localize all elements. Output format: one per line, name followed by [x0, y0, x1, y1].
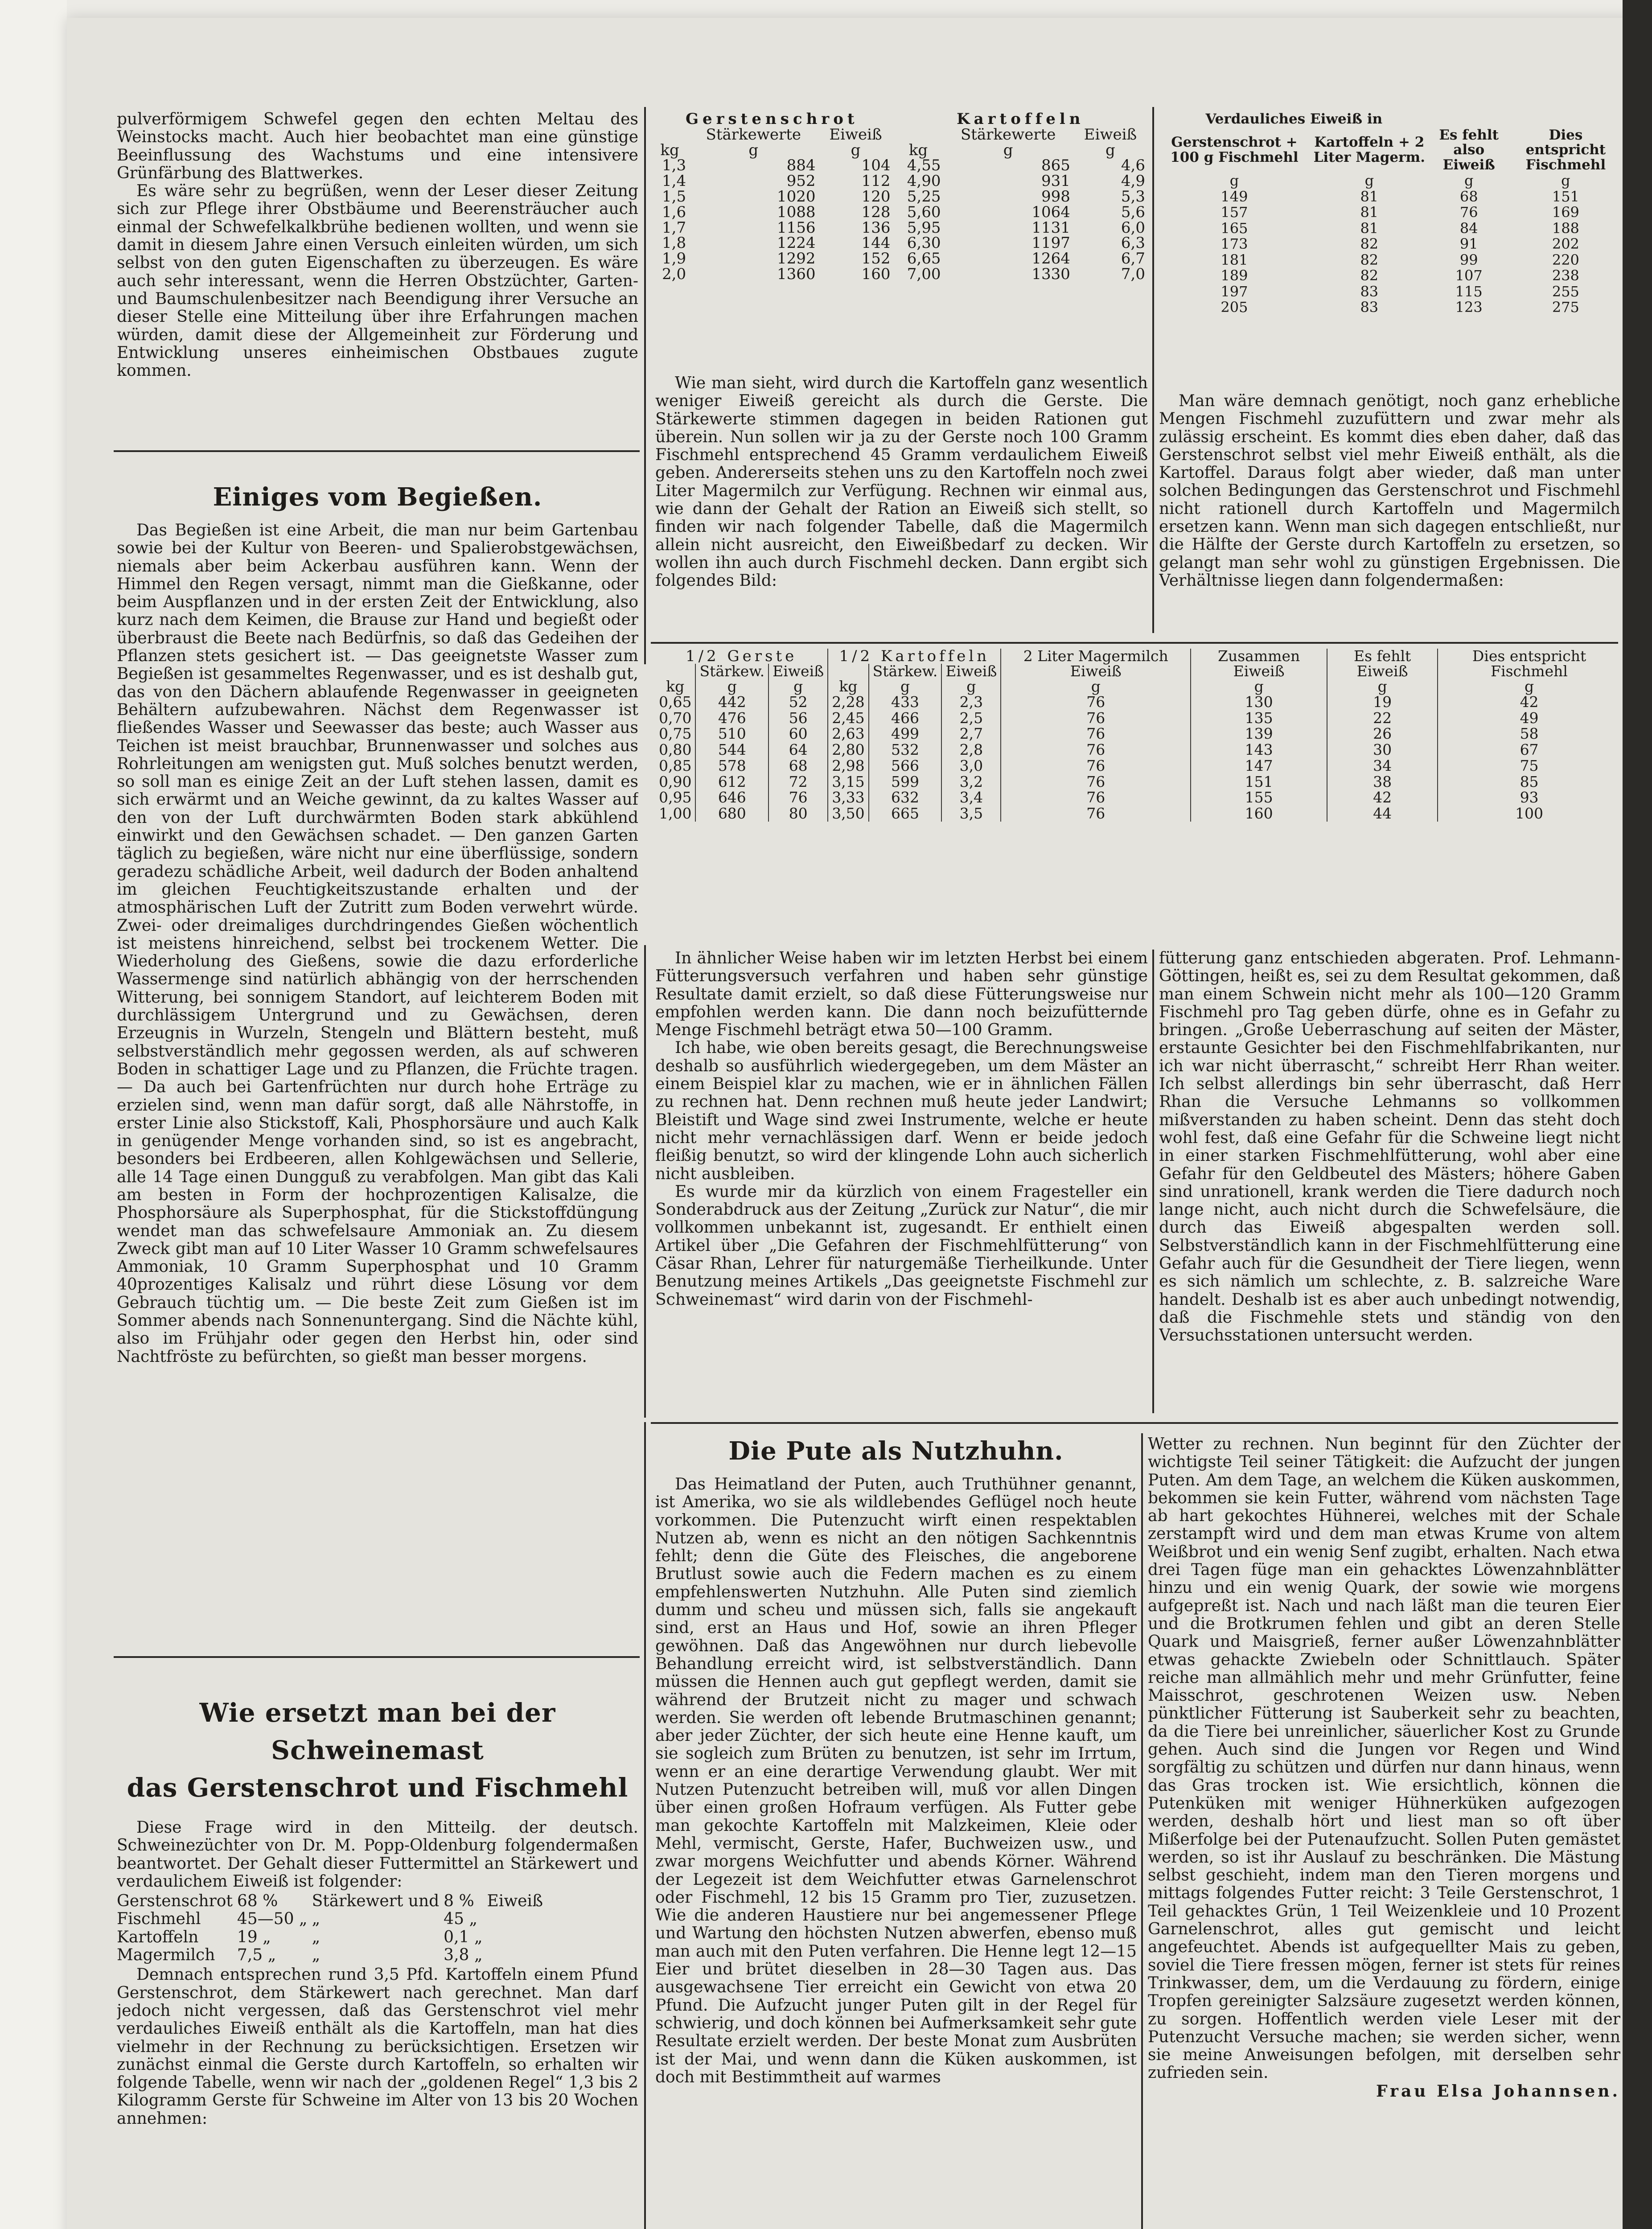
paragraph: Man wäre demnach genötigt, noch ganz erhebliche Mengen Fischmehl zuzufüttern und zwar mehr als zulässig erscheint. Es kommt dies eben daher, daß das Gerstenschrot selbst viel mehr Eiweiß enthält, als die Kartoffel. Daraus folgt aber wieder, daß man unter solchen Bedingungen das Gerstenschrot und Fischmehl nicht rationell durch Kartoffeln und Magermilch ersetzen kann. Wenn man sich dagegen entschließt, nur die Hälfte der Gerste durch Kartoffeln zu ersetzen, so gelangt man sehr wohl zu günstigen Ergebnissen. Die Verhältnisse liegen dann folgendermaßen:	[1159, 392, 1620, 590]
table-cell: 3,33	[828, 790, 868, 806]
table-cell: 4,9	[1121, 172, 1145, 190]
column-rule	[1152, 107, 1154, 633]
table-cell: 22	[1327, 710, 1438, 726]
table-cell: 1,00	[659, 804, 692, 822]
table-cell: 76	[1001, 710, 1191, 726]
table-cell: 56	[768, 710, 828, 726]
article-body	[655, 950, 1148, 1415]
article-body	[117, 522, 638, 1645]
table-cell: 120	[861, 187, 891, 206]
table-cell: 2,0	[662, 265, 686, 283]
table-cell: Gerstenschrot	[117, 1892, 233, 1911]
table-row	[655, 774, 1620, 790]
table-header: Es fehlt Eiweiß	[1327, 649, 1438, 679]
table-cell: 45 „	[444, 1910, 478, 1929]
table-header: Eiweiß	[1084, 125, 1137, 144]
table-cell: 3,5	[941, 806, 1001, 822]
table-cell: g	[1464, 172, 1474, 189]
table-cell: 128	[861, 203, 891, 221]
table-header: Eiweiß	[941, 664, 1001, 679]
table-cell: 155	[1191, 790, 1327, 806]
table-row	[655, 806, 1620, 822]
table-cell: 3,8 „	[444, 1946, 483, 1965]
table-cell: 680	[695, 806, 768, 822]
table-cell: 2,8	[941, 742, 1001, 758]
table-cell: 0,1 „	[444, 1928, 483, 1946]
table-row	[651, 267, 1148, 282]
table-row	[117, 1946, 547, 1964]
table-cell: 865	[1041, 156, 1070, 175]
table-cell: 1,5	[662, 187, 686, 206]
table-cell: g	[1229, 172, 1239, 189]
table-row	[655, 742, 1620, 758]
table-cell: 0,95	[659, 789, 692, 806]
article-title: Einiges vom Begießen.	[213, 482, 542, 512]
column-rule	[644, 945, 646, 1418]
paragraph: Demnach entsprechen rund 3,5 Pfd. Kartoffeln einem Pfund Gerstenschrot, dem Stärkewert nach gerechnet. Man darf jedoch nicht vergessen, daß das Gerstenschrot viel mehr verdauliches Eiweiß enthält als die Kartoffeln, man hat dies vielmehr in der Rechnung zu berücksichtigen. Ersetzen wir zunächst einmal die Gerste durch Kartoffeln, so erhalten wir folgende Tabelle, wenn wir nach der „goldenen Regel“ 1,3 bis 2 Kilogramm Gerste für Schweine im Alter von 13 bis 20 Wochen annehmen:	[117, 1966, 638, 2128]
table-cell: 81	[1360, 219, 1379, 237]
table-cell: 0,75	[659, 725, 692, 743]
table-cell: 3,15	[828, 774, 868, 790]
table-cell: 433	[869, 694, 942, 710]
table-cell: 81	[1360, 204, 1379, 221]
table-row	[651, 235, 1148, 251]
table-row	[655, 790, 1620, 806]
table-cell: 38	[1327, 774, 1438, 790]
table-cell: 84	[1459, 219, 1478, 237]
column-rule	[1152, 950, 1154, 1413]
table-group-header: Verdauliches Eiweiß in	[1205, 111, 1383, 127]
table-cell: Magermilch	[117, 1946, 215, 1965]
table-cell: 76	[1001, 742, 1191, 758]
table-cell: 104	[861, 156, 891, 175]
table-cell: 1064	[1031, 203, 1070, 221]
intro-text	[117, 111, 638, 449]
table-cell: 0,80	[659, 741, 692, 759]
table-cell: 68	[1459, 188, 1478, 205]
table-cell: 1264	[1031, 250, 1070, 268]
table-header: Zusammen Eiweiß	[1191, 649, 1327, 679]
table-cell: „	[312, 1928, 321, 1946]
table-cell: 2,5	[941, 710, 1001, 726]
table-cell: 665	[869, 806, 942, 822]
paragraph: Es wurde mir da kürzlich von einem Fragesteller ein Sonderabdruck aus der Zeitung „Zurück zur Natur“, die mir vollkommen unbekannt ist, zugesandt. Er enthielt einen Artikel über „Die Gefahren der Fischmehlfütterung“ von Cäsar Rhan, Lehrer für naturgemäße Tierheilkunde. Unter Benutzung meines Artikels „Das geeignetste Fischmehl zur Schweinemast“ wird darin von der Fischmehl-	[655, 1182, 1148, 1309]
column-rule	[644, 107, 646, 664]
table-cell: 238	[1552, 267, 1579, 284]
table-cell: 123	[1455, 299, 1483, 316]
table-cell: 5,95	[907, 218, 941, 237]
paragraph: Das Begießen ist eine Arbeit, die man nur beim Gartenbau sowie bei der Kultur von Beeren- und Spalierobstgewächsen, niemals aber beim Ackerbau ausführen kann. Wenn der Himmel den Regen versagt, nimmt man die Gießkanne, oder beim Auspflanzen und in der ersten Zeit der Entwicklung, also kurz nach dem Keimen, die Brause zur Hand und begießt oder überbraust die Beete nach Bedürfnis, so daß das Gedeihen der Pflanzen stets gesichert ist. — Das geeignetste Wasser zum Begießen ist gesammeltes Regenwasser, und es ist deshalb gut, das von den Dächern ablaufende Regenwasser in geeigneten Behältern aufzubewahren. Nächst dem Regenwasser ist fließendes Wasser und Seewasser das beste; auch Wasser aus Teichen ist meist brauchbar, Brunnenwasser und solches aus Rohrleitungen am wenigsten gut. Muß solches benutzt werden, so soll man es einige Zeit an der Luft stehen lassen, damit es sich erwärmt und an Weiche gewinnt, da zu kaltes Wasser auf den von der Luft durchwärmten Boden stark abkühlend einwirkt und den Gewächsen schadet. — Den ganzen Garten täglich zu begießen, wäre nicht nur eine überflüssige, sondern geradezu schädliche Arbeit, weil dadurch der Boden anhaltend im gleichen Feuchtigkeitszustande erhalten und der atmosphärischen Luft der Zutritt zum Boden verwehrt würde. Zwei- oder dreimaliges durchdringendes Gießen wöchentlich ist meistens hinreichend, selbst bei trockenem Wetter. Die Wiederholung des Gießens, sowie die dazu erforderliche Wassermenge sind natürlich abhängig von der herrschenden Witterung, bei sonnigem Standort, auf leichterem Boden mit durchlässigem Untergrund und zu Gewächsen, deren Erzeugnis in Wurzeln, Stengeln und Blättern besteht, muß selbstverständlich mehr gegossen werden, als auf schweren Boden in schattiger Lage und zu Pflanzen, die Früchte tragen. — Da auch bei Gartenfrüchten nur durch hohe Erträge zu erzielen sind, wenn man dafür sorgt, daß alle Nährstoffe, in erster Linie also Stickstoff, Kali, Phosphorsäure und auch Kalk in genügender Menge vorhanden sind, so ist es angebracht, besonders bei Erdbeeren, allen Kohlgewächsen und Sellerie, alle 14 Tage einen Dungguß zu verabfolgen. Man gibt das Kali am besten in Form der hochprozentigen Kalisalze, die Phosphorsäure als Superphosphat, für die Stickstoffdüngung wendet man das schwefelsaure Ammoniak an. Zu diesem Zweck gibt man auf 10 Liter Wasser 10 Gramm schwefelsaures Ammoniak, 10 Gramm Superphosphat und 10 Gramm 40prozentiges Kalisalz und rührt diese Lösung vor dem Gebrauch tüchtig um. — Die beste Zeit zum Gießen ist im Sommer abends nach Sonnenuntergang. Sind die Nächte kühl, also im Frühjahr oder gegen den Herbst hin, oder sind Nachtfröste zu befürchten, so gießt man besser morgens.	[117, 522, 638, 1366]
table-cell: kg	[828, 679, 868, 694]
table-cell: 143	[1191, 742, 1327, 758]
table-cell: „	[312, 1946, 321, 1965]
table-cell: 998	[1041, 187, 1070, 206]
table-header: Stärkewerte	[706, 125, 801, 144]
table-cell: Gerstenschrot + 100 g Fischmehl	[1170, 134, 1299, 165]
table-cell: Kartoffeln + 2 Liter Magerm.	[1313, 134, 1426, 165]
table-cell: 202	[1552, 235, 1579, 252]
table-cell: 60	[768, 726, 828, 742]
table-cell: 76	[1001, 790, 1191, 806]
table-header: Stärkew.	[869, 664, 942, 679]
paragraph: Wie man sieht, wird durch die Kartoffeln ganz wesentlich weniger Eiweiß gereicht als durch die Gerste. Die Stärkewerte stimmen dagegen in beiden Rationen gut überein. Nun sollen wir ja zu der Gerste noch 100 Gramm Fischmehl entsprechend 45 Gramm verdaulichem Eiweiß geben. Andererseits stehen uns zu den Kartoffeln noch zwei Liter Magermilch zur Verfügung. Rechnen wir einmal aus, wie dann der Gehalt der Ration an Eiweiß sich stellt, so finden wir nach folgender Tabelle, daß die Magermilch allein nicht ausreicht, den Eiweißbedarf zu decken. Wir wollen ihn auch durch Fischmehl decken. Dann ergibt sich folgendes Bild:	[655, 374, 1148, 590]
table-cell: 34	[1327, 758, 1438, 774]
table-cell: 599	[869, 774, 942, 790]
table-cell: Kartoffeln	[117, 1928, 199, 1946]
table-cell: g	[1327, 679, 1438, 694]
table-cell: 566	[869, 758, 942, 774]
article-body	[117, 1819, 638, 2229]
table-row	[1159, 252, 1623, 268]
table-cell: 578	[695, 758, 768, 774]
table-cell: 76	[1001, 806, 1191, 822]
table-cell: 1360	[777, 265, 816, 283]
table-cell: 82	[1360, 235, 1379, 252]
table-cell: 510	[695, 726, 768, 742]
table-cell: 76	[1001, 774, 1191, 790]
table-cell: 2,98	[828, 758, 868, 774]
table-cell: kg	[666, 678, 685, 695]
paragraph: Diese Frage wird in den Mitteilg. der deutsch. Schweinezüchter von Dr. M. Popp-Oldenburg folgendermaßen beantwortet. Der Gehalt dieser Futtermittel an Stärkewert und verdaulichem Eiweiß ist folgender:	[117, 1819, 638, 1891]
table-cell: 76	[1001, 758, 1191, 774]
table-cell: 197	[1221, 283, 1248, 300]
paragraph: Ich habe, wie oben bereits gesagt, die Berechnungsweise deshalb so ausführlich wiedergegeben, um dem Mäster an einem Beispiel klar zu machen, wie er in ähnlichen Fällen zu rechnen hat. Denn rechnen muß heute jeder Landwirt; Bleistift und Wage sind zwei Instrumente, welche er heute nicht mehr vernachlässigen darf. Wenn er beide jedoch fleißig benutzt, so wird der klingende Lohn auch sicherlich nicht ausbleiben.	[655, 1039, 1148, 1183]
table-header: 2 Liter Magermilch Eiweiß	[1001, 649, 1191, 679]
paragraph: Das Heimatland der Puten, auch Truthühner genannt, ist Amerika, wo sie als wildlebendes Geflügel noch heute vorkommen. Die Putenzucht wirft einen respektablen Nutzen ab, wenn es nicht an den nötigen Sachkenntnis fehlt; denn die Güte des Fleisches, die angeborene Brutlust sowie auch die Federn machen es zu einem empfehlenswerten Nutzhuhn. Alle Puten sind ziemlich dumm und scheu und müssen sich, falls sie angekauft sind, erst an Haus und Hof, sowie an ihren Pfleger gewöhnen. Daß das Angewöhnen nur durch liebevolle Behandlung erreicht wird, ist selbstverständlich. Dann müssen die Hennen auch gut gepflegt werden, damit sie während der Brutzeit nicht zu mager und schwach werden. Sie werden oft lebende Brutmaschinen genannt; aber jeder Züchter, der sich heute eine Henne kauft, um sie sogleich zum Brüten zu benutzen, ist sehr im Irrtum, wenn er an eine derartige Verwendung glaubt. Wer mit Nutzen Putenzucht betreiben will, muß vor allen Dingen über einen großen Hofraum verfügen. Als Futter gebe man gekochte Kartoffeln mit Malzkeimen, Kleie oder Mehl, vermischt, Gerste, Hafer, Buchweizen usw., und zwar morgens Weichfutter und abends Körner. Während der Legezeit ist dem Weichfutter etwas Garnelenschrot oder Fischmehl, 12 bis 15 Gramm pro Tier, zuzusetzen. Wie die anderen Haustiere nur bei angemessener Pflege und Wartung den höchsten Nutzen abwerfen, ebenso muß man auch mit den Puten verfahren. Die Henne legt 12—15 Eier und brütet dieselben in 28—30 Tagen aus. Das ausgewachsene Tier erreicht ein Gewicht von etwa 20 Pfund. Die Aufzucht junger Puten gilt in der Regel für schwierig, und doch können bei Aufmerksamkeit sehr gute Resultate erzielt werden. Der beste Monat zum Ausbrüten ist der Mai, und wenn dann die Küken auskommen, ist doch mit Bestimmtheit auf warmes	[655, 1476, 1137, 2086]
table-cell: 152	[861, 250, 891, 268]
article-title-line: Wie ersetzt man bei der Schweinemast	[199, 1698, 556, 1765]
table-cell: Es fehlt also Eiweiß	[1439, 127, 1499, 173]
table-row	[651, 251, 1148, 267]
table-cell: 80	[768, 806, 828, 822]
section-rule	[114, 1656, 640, 1658]
table-row	[651, 173, 1148, 189]
feed-values-table	[117, 1892, 547, 1964]
table-cell: 85	[1438, 774, 1620, 790]
table-cell: 499	[869, 726, 942, 742]
table-cell: 135	[1191, 710, 1327, 726]
table-row	[655, 710, 1620, 726]
table-cell: 2,80	[828, 742, 868, 758]
table-cell: 5,3	[1121, 187, 1145, 206]
table-row	[117, 1910, 547, 1928]
table-cell: g	[1191, 679, 1327, 694]
table-cell	[487, 1910, 547, 1928]
table-row	[1159, 284, 1623, 300]
table-cell: 1,4	[662, 172, 686, 190]
table-digestible-protein	[1159, 111, 1623, 388]
table-cell: 5,6	[1121, 203, 1145, 221]
table-cell: 4,6	[1121, 156, 1145, 175]
table-cell: 1131	[1031, 218, 1070, 237]
table-cell: 100	[1438, 806, 1620, 822]
table-row	[117, 1892, 547, 1910]
table-row	[1159, 205, 1623, 221]
table-cell: 6,0	[1121, 218, 1145, 237]
table-cell: 83	[1360, 283, 1379, 300]
table-row	[655, 726, 1620, 742]
table-cell: 3,2	[941, 774, 1001, 790]
table-row	[117, 1929, 547, 1946]
section-rule	[114, 450, 640, 452]
table-cell: 151	[1191, 774, 1327, 790]
table-cell: Eiweiß	[487, 1892, 543, 1911]
article-body	[655, 1476, 1137, 2229]
table-cell: kg	[660, 141, 679, 159]
table-cell: 52	[768, 694, 828, 710]
table-cell: 115	[1455, 283, 1483, 300]
table-cell: 107	[1455, 267, 1483, 284]
table-cell: 646	[695, 790, 768, 806]
table-cell: 173	[1221, 235, 1248, 252]
table-cell: 8 %	[444, 1892, 474, 1911]
table-cell: 112	[861, 172, 891, 190]
table-cell: 149	[1221, 188, 1248, 205]
table-cell: 91	[1459, 235, 1478, 252]
author-signature: Frau Elsa Johannsen.	[1376, 2081, 1620, 2101]
table-cell: 169	[1552, 204, 1579, 221]
article-heading	[655, 1435, 1137, 1471]
table-cell: 1088	[777, 203, 816, 221]
table-cell: 1197	[1031, 234, 1070, 252]
table-cell: 83	[1360, 299, 1379, 316]
table-cell: 188	[1552, 219, 1579, 237]
table-cell	[487, 1946, 547, 1964]
table-cell: 139	[1191, 726, 1327, 742]
table-cell: 275	[1552, 299, 1579, 316]
table-cell: 7,5 „	[237, 1946, 276, 1965]
table-cell: 189	[1221, 267, 1248, 284]
paragraph: In ähnlicher Weise haben wir im letzten Herbst bei einem Fütterungsversuch verfahren und haben sehr günstige Resultate damit erzielt, so daß diese Fütterungsweise nur empfohlen werden kann. Die dann noch beizufütternde Menge Fischmehl beträgt etwa 50—100 Gramm.	[655, 950, 1148, 1040]
table-cell: 181	[1221, 251, 1248, 268]
table-cell: 82	[1360, 251, 1379, 268]
article-body	[1159, 392, 1620, 637]
table-cell: 165	[1221, 219, 1248, 237]
table-cell: g	[748, 141, 759, 159]
table-cell: 93	[1438, 790, 1620, 806]
table-cell: 5,25	[907, 187, 941, 206]
table-cell: 44	[1327, 806, 1438, 822]
table-row	[651, 158, 1148, 173]
table-row	[1159, 268, 1623, 284]
table-cell: 99	[1459, 251, 1478, 268]
table-cell: 157	[1221, 204, 1248, 221]
table-cell: 2,63	[828, 726, 868, 742]
left-margin	[0, 0, 67, 2229]
table-cell: 544	[695, 742, 768, 758]
table-cell: 160	[1191, 806, 1327, 822]
table-cell: „	[312, 1910, 321, 1929]
table-cell: 76	[768, 790, 828, 806]
table-cell: 6,30	[907, 234, 941, 252]
column-rule	[1141, 1433, 1143, 2229]
table-cell: 466	[869, 710, 942, 726]
table-group-header: Kartoffeln	[957, 111, 1085, 128]
article-body	[1148, 1435, 1620, 2229]
table-row	[1159, 236, 1623, 252]
table-cell: 931	[1041, 172, 1070, 190]
table-cell: g	[941, 679, 1001, 694]
table-cell: 19	[1327, 694, 1438, 710]
paragraph: fütterung ganz entschieden abgeraten. Prof. Lehmann-Göttingen, heißt es, sei zu dem Resultat gekommen, daß man einem Schwein nicht mehr als 100—120 Gramm Fischmehl pro Tag geben dürfe, ohne es in Gefahr zu bringen. „Große Ueberraschung auf seiten der Mäster, erstaunte Gesichter bei den Fischmehlfabrikanten, nur ich war nicht überrascht,“ schreibt Herr Rhan weiter. Ich selbst allerdings bin sehr überrascht, daß Herr Rhan die Versuche Lehmanns so vollkommen mißverstanden zu haben scheint. Denn das steht doch wohl fest, daß eine Gefahr für die Schweine liegt nicht in einer starken Fischmehlfütterung, wohl aber eine Gefahr für den Geldbeutel des Mästers; höhere Gaben sind unrationell, krank werden die Tiere dadurch noch lange nicht, auch nicht durch die Schwefelsäure, die durch das Eiweiß abgespalten werden soll. Selbstverständlich kann in der Fischmehlfütterung eine Gefahr auch für die Gesundheit der Tiere liegen, wenn es sich nämlich um schlechte, z. B. salzreiche Ware handelt. Deshalb ist es aber auch unbedingt notwendig, daß die Fischmehle stets und ständig von den Versuchsstationen untersucht werden.	[1159, 950, 1620, 1345]
table-cell: Dies entspricht Fischmehl	[1525, 127, 1606, 173]
table-cell: 7,0	[1121, 265, 1145, 283]
section-rule	[651, 642, 1618, 644]
table-cell: 1,9	[662, 250, 686, 268]
table-cell: 1,6	[662, 203, 686, 221]
column-rule	[644, 1422, 646, 2229]
table-cell: 2,3	[941, 694, 1001, 710]
table-row	[1159, 300, 1623, 316]
table-cell: 2,45	[828, 710, 868, 726]
table-cell: 75	[1438, 758, 1620, 774]
table-cell: 67	[1438, 742, 1620, 758]
table-row	[651, 220, 1148, 236]
table-cell: 1292	[777, 250, 816, 268]
table-cell: 1,7	[662, 218, 686, 237]
table-row	[1159, 221, 1623, 237]
article-heading	[117, 481, 638, 517]
table-cell: g	[1364, 172, 1374, 189]
table-cell: 1156	[777, 218, 816, 237]
table-cell: 7,00	[907, 265, 941, 283]
table-cell: 68 %	[237, 1892, 278, 1911]
table-cell: 72	[768, 774, 828, 790]
table-cell: 4,90	[907, 172, 941, 190]
table-cell: 58	[1438, 726, 1620, 742]
table-cell: g	[1003, 141, 1013, 159]
table-cell: 1330	[1031, 265, 1070, 283]
right-margin-shadow	[1623, 0, 1652, 2229]
table-cell: 476	[695, 710, 768, 726]
table-cell: 3,0	[941, 758, 1001, 774]
paragraph: Wetter zu rechnen. Nun beginnt für den Züchter der wichtigste Teil seiner Tätigkeit: die Aufzucht der jungen Puten. Am dem Tage, an welchem die Küken auskommen, bekommen sie kein Futter, während vom nächsten Tage ab hart gekochtes Hühnerei, welches mit der Schale zerstampft wird und dem man etwas Krume von altem Weißbrot und ein wenig Senf zugibt, erhalten. Nach etwa drei Tagen füge man ein gehacktes Löwenzahnblätter hinzu und ein wenig Quark, der sowie wie morgens aufgepreßt ist. Nach und nach läßt man die teuren Eier und die Brotkrumen fehlen und gibt an deren Stelle Quark und Maisgrieß, ferner außer Löwenzahnblätter etwas gehackte Zwiebeln oder Schnittlauch. Später reiche man allmählich mehr und mehr Grünfutter, feine Maisschrot, geschrotenen Weizen usw. Neben pünktlicher Fütterung ist Sauberkeit sehr zu beachten, da die Tiere bei unreinlicher, säuerlicher Kost zu Grunde gehen. Auch sind die Jungen vor Regen und Wind sorgfältig zu schützen und dürfen nur dann hinaus, wenn das Gras trocken ist. Wie ersichtlich, können die Putenküken mit weniger Hühnerküken aufgezogen werden, deshalb hört und liest man so oft über Mißerfolge bei der Putenaufzucht. Sollen Puten gemästet werden, so ist ihr Auslauf zu beschränken. Die Mästung selbst geschieht, indem man den Tieren morgens und mittags folgendes Futter reicht: 3 Teile Gerstenschrot, 1 Teil gehacktes Grün, 1 Teil Weizenkleie und 10 Prozent Garnelenschrot, alles gut gemischt und leicht angefeuchtet. Abends ist aufgequellter Mais zu geben, soviel die Tiere fressen mögen, ferner ist stets für reines Trinkwasser, dem, um die Verdauung zu fördern, einige Tropfen gereinigter Salzsäure zugesetzt werden können, zu sorgen. Hoffentlich werden viele Leser mit der Putenzucht Versuche machen; sie werden sicher, wenn sie meine Anweisungen befolgen, mit derselben sehr zufrieden sein.	[1148, 1435, 1620, 2082]
table-group-header: Gerstenschrot	[685, 111, 859, 128]
table-row	[651, 205, 1148, 220]
table-cell: 205	[1221, 299, 1248, 316]
table-cell	[487, 1929, 547, 1946]
table-cell: 442	[695, 694, 768, 710]
table-group-header: 1/2 Kartoffeln	[828, 649, 1001, 664]
section-rule	[651, 1422, 1618, 1424]
table-cell: kg	[908, 141, 928, 159]
table-cell: 76	[1459, 204, 1478, 221]
table-cell: Stärkewert und	[312, 1892, 440, 1911]
article-title-line: das Gerstenschrot und Fischmehl	[127, 1773, 629, 1803]
table-cell: 0,65	[659, 693, 692, 711]
table-header: Eiweiß	[768, 664, 828, 679]
table-cell: 42	[1327, 790, 1438, 806]
table-cell: 19 „	[237, 1928, 271, 1946]
table-cell: 220	[1552, 251, 1579, 268]
paragraph: pulverförmigem Schwefel gegen den echten Meltau des Weinstocks macht. Auch hier beobachtet man eine günstige Beeinflussung des Wachstums und eine intensivere Grünfärbung des Blattwerkes.	[117, 111, 638, 182]
table-cell: 26	[1327, 726, 1438, 742]
table-cell: 151	[1552, 188, 1579, 205]
table-cell: 42	[1438, 694, 1620, 710]
table-cell: 632	[869, 790, 942, 806]
table-half-ration	[655, 649, 1620, 945]
table-header: Eiweiß	[829, 125, 882, 144]
table-cell: 3,50	[828, 806, 868, 822]
table-cell: 1020	[777, 187, 816, 206]
table-cell: 1,8	[662, 234, 686, 252]
table-cell: 0,90	[659, 773, 692, 790]
article-title: Die Pute als Nutzhuhn.	[728, 1436, 1064, 1466]
paragraph: Es wäre sehr zu begrüßen, wenn der Leser dieser Zeitung sich zur Pflege ihrer Obstbäume und Beerensträucher auch einmal der Schwefelkalkbrühe bedienen wollten, und wenn sie damit in diesem Jahre einen Versuch einleiten würden, um sich selbst von den guten Eigenschaften zu überzeugen. Es wäre auch sehr interessant, wenn die Herren Obstzüchter, Garten- und Baumschulenbesitzer nach Beendigung ihrer Versuche an dieser Stelle eine Mitteilung über ihre Erfahrungen machen würden, damit diese der Allgemeinheit zur Förderung und Entwicklung unseres einheimischen Obstbaues zugute kommen.	[117, 182, 638, 380]
table-cell: 147	[1191, 758, 1327, 774]
table-header: Stärkew.	[695, 664, 768, 679]
table-row	[655, 758, 1620, 774]
table-cell: g	[1561, 172, 1570, 189]
table-cell: 49	[1438, 710, 1620, 726]
table-cell: 45—50 „	[237, 1910, 308, 1929]
table-cell: 612	[695, 774, 768, 790]
table-cell: 4,55	[907, 156, 941, 175]
table-cell: g	[1105, 141, 1115, 159]
table-cell: 64	[768, 742, 828, 758]
table-cell: g	[1001, 679, 1191, 694]
table-cell: 6,65	[907, 250, 941, 268]
table-cell: Fischmehl	[117, 1910, 201, 1929]
table-cell: 2,28	[828, 694, 868, 710]
table-row	[655, 694, 1620, 710]
table-cell: 30	[1327, 742, 1438, 758]
table-cell: 532	[869, 742, 942, 758]
table-barley-potatoes	[651, 111, 1148, 352]
table-cell: 5,60	[907, 203, 941, 221]
table-cell: 3,4	[941, 790, 1001, 806]
table-cell: 2,7	[941, 726, 1001, 742]
table-cell: 144	[861, 234, 891, 252]
table-cell: 160	[861, 265, 891, 283]
article-body	[1159, 950, 1620, 1415]
table-cell: 76	[1001, 726, 1191, 742]
table-cell: g	[768, 679, 828, 694]
table-row	[1159, 189, 1623, 205]
article-body	[655, 374, 1148, 637]
table-cell: 255	[1552, 283, 1579, 300]
table-cell: 884	[786, 156, 816, 175]
table-cell: 76	[1001, 694, 1191, 710]
table-cell: 6,7	[1121, 250, 1145, 268]
table-cell: 136	[861, 218, 891, 237]
table-group-header: 1/2 Gerste	[685, 649, 797, 665]
table-cell: g	[869, 679, 942, 694]
table-cell: 0,85	[659, 757, 692, 774]
table-cell: 130	[1191, 694, 1327, 710]
table-cell: g	[1438, 679, 1620, 694]
table-row	[651, 189, 1148, 205]
table-cell: 1,3	[662, 156, 686, 175]
table-header: Dies entspricht Fischmehl	[1438, 649, 1620, 679]
table-cell: g	[851, 141, 861, 159]
table-cell: 0,70	[659, 709, 692, 727]
table-cell: 952	[786, 172, 816, 190]
table-cell: 6,3	[1121, 234, 1145, 252]
table-cell: g	[695, 679, 768, 694]
table-header: Stärkewerte	[960, 125, 1056, 144]
table-cell: 1224	[777, 234, 816, 252]
table-cell: 81	[1360, 188, 1379, 205]
table-cell: 68	[768, 758, 828, 774]
table-cell: 82	[1360, 267, 1379, 284]
article-heading	[117, 1694, 638, 1810]
